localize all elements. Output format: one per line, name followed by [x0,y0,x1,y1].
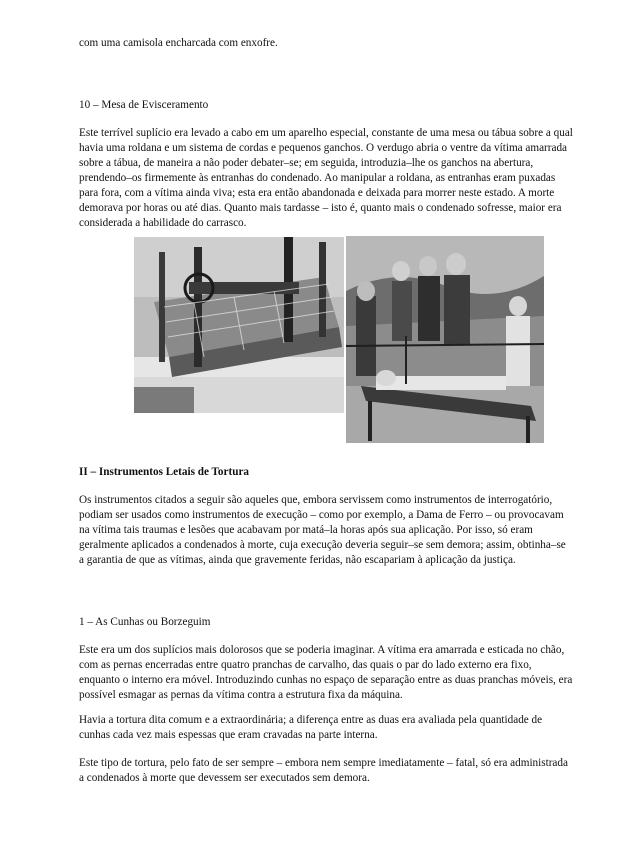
section-II-line: na vítima tais traumas e lesões que acabavam por matá–la horas após sua aplicação. Por isso, só eram [79,524,533,536]
section-10-line: demorava por horas ou até dias. Quanto mais tardasse – isto é, quanto mais o condenado sofresse, maior era [79,202,562,214]
section-1-para3-line: Este tipo de tortura, pelo fato de ser sempre – embora nem sempre imediatamente – fatal, só era administrada [79,757,568,769]
section-10-line: para fora, com a vítima ainda viva; esta era então abandonada e deixada para morrer neste estado. A morte [79,187,555,199]
section-1-para1-line: enquanto o interno era móvel. Introduzindo cunhas no espaço de separação entre as duas pranchas móveis, era [79,674,573,686]
section-1-para1-line: Este era um dos suplícios mais dolorosos que se poderia imaginar. A vítima era amarrada e esticada no chão, [79,644,565,656]
section-II-line: a garantia de que as vítimas, ainda que gravemente feridas, não escapariam à aplicação da justiça. [79,554,516,566]
section-10-line: Este terrível suplício era levado a cabo em um aparelho especial, constante de uma mesa ou tábua sobre a qual [79,127,573,139]
section-1-para2-line: Havia a tortura dita comum e a extraordinária; a diferença entre as duas era avaliada pela quantidade de [79,714,543,726]
section-1-para1-line: com as pernas encerradas entre quatro pranchas de carvalho, das quais o par do lado externo era fixo, [79,659,532,671]
section-10-line: sobre a tábua, de maneira a não poder debater–se; em seguida, introduzia–lhe os ganchos na abertura, [79,157,534,169]
section-10-line: considerada a habilidade do carrasco. [79,217,247,229]
section-heading-1: 1 – As Cunhas ou Borzeguim [79,616,211,628]
section-1-para1-line: possível esmagar as pernas da vítima contra a estrutura fixa da máquina. [79,689,403,701]
section-II-line: Os instrumentos citados a seguir são aqueles que, embora servissem como instrumentos de interrogatório, [79,494,553,506]
painting-medieval-execution [346,236,544,443]
continuation-line: com uma camisola encharcada com enxofre. [79,37,278,49]
section-1-para3-line: a condenados à morte que devessem ser executados sem demora. [79,772,370,784]
photo-evisceration-table [134,237,344,413]
section-heading-10: 10 – Mesa de Evisceramento [79,99,209,111]
section-1-para2-line: cunhas cada vez mais espessas que eram cravadas na parte interna. [79,729,378,741]
section-10-line: havia uma roldana e um sistema de cordas e pequenos ganchos. O verdugo abria o ventre da vítima amarrada [79,142,568,154]
section-10-line: prendendo–os firmemente às entranhas do condenado. Ao manipular a roldana, as entranhas eram puxadas [79,172,556,184]
section-II-line: podiam ser usados como instrumentos de execução – como por exemplo, a Dama de Ferro – ou provocavam [79,509,564,521]
section-heading-II: II – Instrumentos Letais de Tortura [79,466,250,478]
section-II-line: geralmente aplicados a condenados à morte, cuja execução deveria seguir–se sem demora; assim, obtinha–se [79,539,566,551]
